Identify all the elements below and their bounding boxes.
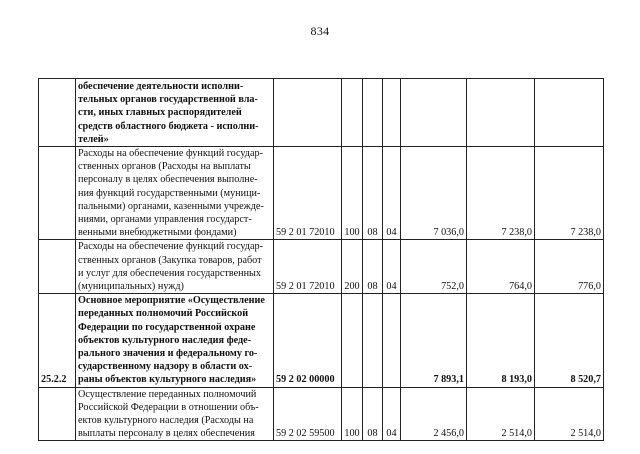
expense-type-cell <box>342 294 363 387</box>
subsection-cell: 04 <box>383 387 401 441</box>
expense-type-cell: 100 <box>342 387 363 441</box>
target-article-cell: 59 2 02 59500 <box>274 387 342 441</box>
target-article-cell: 59 2 02 00000 <box>274 294 342 387</box>
row-number-cell <box>39 240 76 294</box>
amount-2016-cell: 7 893,1 <box>401 294 467 387</box>
table-row <box>39 240 604 294</box>
page-number: 834 <box>310 24 330 38</box>
table-row <box>39 79 604 147</box>
row-number-cell: 25.2.2 <box>39 294 76 387</box>
row-number-cell <box>39 79 76 147</box>
amount-2017-cell: 8 193,0 <box>467 294 535 387</box>
section-cell <box>363 294 383 387</box>
section-cell: 08 <box>363 240 383 294</box>
section-cell: 08 <box>363 387 383 441</box>
amount-2016-cell: 752,0 <box>401 240 467 294</box>
amount-2018-cell <box>535 79 604 147</box>
budget-table <box>38 78 604 441</box>
expense-type-cell: 100 <box>342 147 363 240</box>
row-number-cell <box>39 387 76 441</box>
subsection-cell: 04 <box>383 240 401 294</box>
amount-2017-cell: 764,0 <box>467 240 535 294</box>
amount-2017-cell: 7 238,0 <box>467 147 535 240</box>
amount-2016-cell <box>401 79 467 147</box>
expense-type-cell: 200 <box>342 240 363 294</box>
target-article-cell <box>274 79 342 147</box>
subsection-cell: 04 <box>383 147 401 240</box>
amount-2018-cell: 8 520,7 <box>535 294 604 387</box>
subsection-cell <box>383 294 401 387</box>
target-article-cell: 59 2 01 72010 <box>274 147 342 240</box>
target-article-cell: 59 2 01 72010 <box>274 240 342 294</box>
row-number-cell <box>39 147 76 240</box>
amount-2017-cell <box>467 79 535 147</box>
subsection-cell <box>383 79 401 147</box>
description-cell: Расходы на обеспечение функций государ- ственных органов (Расходы на выплаты персоналу в целях обеспечения выполне- ния функций государственными (муници- пальными) органами, казенными учрежде- ниями, органами управления государст- венными внебюджетными фондами) <box>76 147 274 240</box>
description-cell: Основное мероприятие «Осуществление переданных полномочий Российской Федерации по государственной охране объектов культурного наследия феде- рального значения и федеральному го- сударственному надзору в области ох- раны объектов культурного наследия» <box>76 294 274 387</box>
section-cell <box>363 79 383 147</box>
section-cell: 08 <box>363 147 383 240</box>
description-cell: Расходы на обеспечение функций государ- ственных органов (Закупка товаров, работ и услуг для обеспечения государственных (муниципальных) нужд) <box>76 240 274 294</box>
expense-type-cell <box>342 79 363 147</box>
table-row <box>39 147 604 240</box>
description-cell: Осуществление переданных полномочий Российской Федерации в отношении объ- ектов культурного наследия (Расходы на выплаты персоналу в целях обеспечения <box>76 387 274 441</box>
amount-2018-cell: 7 238,0 <box>535 147 604 240</box>
amount-2017-cell: 2 514,0 <box>467 387 535 441</box>
amount-2018-cell: 2 514,0 <box>535 387 604 441</box>
amount-2016-cell: 2 456,0 <box>401 387 467 441</box>
description-cell: обеспечение деятельности исполни- тельных органов государственной вла- сти, иных главных распорядителей средств областного бюджета - исполни- телей» <box>76 79 274 147</box>
table-row <box>39 294 604 387</box>
amount-2016-cell: 7 036,0 <box>401 147 467 240</box>
amount-2018-cell: 776,0 <box>535 240 604 294</box>
table-row <box>39 387 604 441</box>
